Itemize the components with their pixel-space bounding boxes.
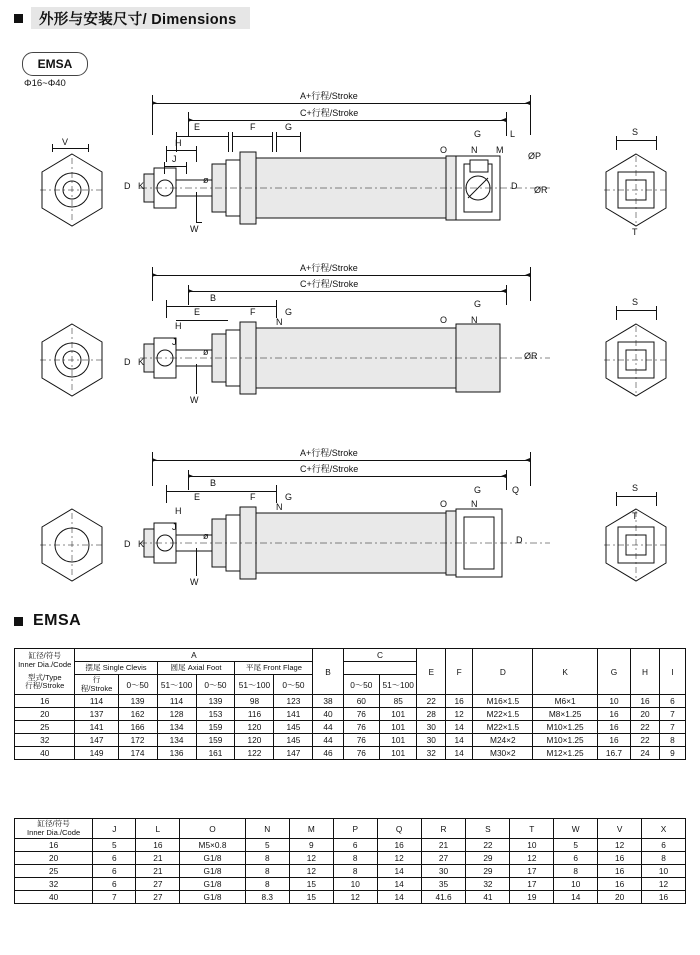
diameter-note: Φ16~Φ40 xyxy=(24,78,66,89)
cell-a-clevis-51-100: 162 xyxy=(118,708,157,721)
cell-a-flange-51-100: 145 xyxy=(274,734,313,747)
dimensions-table-2-head xyxy=(15,819,686,839)
th-C: C xyxy=(343,649,417,662)
th2-col-r: R xyxy=(421,819,466,839)
th2-col-x: X xyxy=(642,819,686,839)
cell-w: 10 xyxy=(554,878,598,891)
label-J-3: J xyxy=(172,522,177,532)
cell-x: 16 xyxy=(642,891,686,904)
th2-col-q: Q xyxy=(377,819,421,839)
th-range-4: 51～100 xyxy=(235,675,274,695)
cell-c-0-50: 60 xyxy=(343,695,379,708)
cell-a-clevis-51-100: 172 xyxy=(118,734,157,747)
label-D-1b: D xyxy=(511,181,518,191)
cell-a-flange-0-50: 120 xyxy=(235,721,274,734)
cell-b: 44 xyxy=(313,734,343,747)
cell-r: 30 xyxy=(421,865,466,878)
cell-v: 20 xyxy=(598,891,642,904)
th-bore-code-cn: 缸径/符号 xyxy=(28,651,61,661)
model-pill: EMSA xyxy=(22,52,88,76)
cell-r: 21 xyxy=(421,839,466,852)
cell-a-clevis-51-100: 166 xyxy=(118,721,157,734)
label-D-3b: D xyxy=(516,535,523,545)
cell-c-51-100: 101 xyxy=(380,708,417,721)
label-S-1: S xyxy=(632,127,639,137)
hex-view-3 xyxy=(36,505,108,585)
label-N-1: N xyxy=(471,145,478,155)
label-OR-1: ØR xyxy=(534,185,548,195)
label-S-3: S xyxy=(632,483,639,493)
cell-a-clevis-0-50: 141 xyxy=(75,721,118,734)
cell-f: 14 xyxy=(446,747,473,760)
label-OR-2: ØR xyxy=(524,351,538,361)
label-G-3: G xyxy=(285,492,293,502)
page-title: 外形与安装尺寸/ Dimensions xyxy=(31,7,250,29)
cell-q: 12 xyxy=(377,852,421,865)
label-W-2: W xyxy=(190,395,199,405)
th2-col-m: M xyxy=(289,819,333,839)
cell-o: G1/8 xyxy=(180,891,245,904)
cell-s: 41 xyxy=(466,891,510,904)
th-range-2: 51～100 xyxy=(157,675,196,695)
cell-c-0-50: 76 xyxy=(343,747,379,760)
label-M-1: M xyxy=(496,145,504,155)
cell-s: 29 xyxy=(466,852,510,865)
cell-bore: 25 xyxy=(15,721,75,734)
dim-stroke-a-2: A+行程/Stroke xyxy=(300,263,358,273)
cell-j: 6 xyxy=(93,878,136,891)
th-H: H xyxy=(631,649,660,695)
label-X-1: ø xyxy=(203,175,209,185)
label-N-3: N xyxy=(276,502,283,512)
cell-a-foot-51-100: 161 xyxy=(196,747,235,760)
dim-stroke-a-1: A+行程/Stroke xyxy=(300,91,358,101)
table-row xyxy=(15,839,686,852)
cell-d: M22×1.5 xyxy=(473,721,533,734)
th-type: 型式/Type xyxy=(27,672,62,682)
label-N-2b: N xyxy=(471,315,478,325)
label-OP-1: ØP xyxy=(528,151,542,161)
cell-e: 30 xyxy=(417,721,446,734)
cell-x: 12 xyxy=(642,878,686,891)
cell-b: 40 xyxy=(313,708,343,721)
cell-c-51-100: 101 xyxy=(380,734,417,747)
cell-h: 22 xyxy=(631,721,660,734)
th-K: K xyxy=(533,649,597,695)
label-H-2: H xyxy=(175,321,182,331)
cell-p: 8 xyxy=(333,865,377,878)
cell-q: 14 xyxy=(377,865,421,878)
th-B: B xyxy=(313,649,343,695)
label-G-2: G xyxy=(285,307,293,317)
label-K-1: K xyxy=(138,181,145,191)
label-O-1: O xyxy=(440,145,448,155)
cell-f: 14 xyxy=(446,734,473,747)
cell-q: 14 xyxy=(377,891,421,904)
label-B-2: B xyxy=(210,293,217,303)
label-D-3: D xyxy=(124,539,131,549)
cell-t: 10 xyxy=(510,839,554,852)
cell-k: M8×1.25 xyxy=(533,708,597,721)
label-V: V xyxy=(62,137,69,147)
cell-f: 16 xyxy=(446,695,473,708)
label-G-1b: G xyxy=(474,129,482,139)
cell-g: 16.7 xyxy=(597,747,630,760)
cell-w: 6 xyxy=(554,852,598,865)
label-Q-3: Q xyxy=(512,485,520,495)
table-row xyxy=(15,734,686,747)
cell-n: 8 xyxy=(245,865,289,878)
cell-b: 46 xyxy=(313,747,343,760)
th-bore-code xyxy=(15,649,75,695)
cell-bore: 20 xyxy=(15,708,75,721)
cell-x: 6 xyxy=(642,839,686,852)
cell-m: 15 xyxy=(289,878,333,891)
th-stroke: 行程/Stroke xyxy=(25,681,65,691)
label-T-3: T xyxy=(632,511,638,521)
cell-l: 21 xyxy=(136,865,180,878)
cell-a-foot-51-100: 139 xyxy=(196,695,235,708)
cell-a-foot-51-100: 159 xyxy=(196,734,235,747)
cell-m: 9 xyxy=(289,839,333,852)
th2-bore-code xyxy=(15,819,93,839)
cell-h: 20 xyxy=(631,708,660,721)
label-G-2b: G xyxy=(474,299,482,309)
th-c-range-1: 0～50 xyxy=(343,675,379,695)
table-row xyxy=(15,649,686,662)
table-row xyxy=(15,852,686,865)
label-W-1: W xyxy=(190,224,199,234)
label-J-2: J xyxy=(172,337,177,347)
cell-o: G1/8 xyxy=(180,878,245,891)
cell-l: 27 xyxy=(136,878,180,891)
cell-bore: 16 xyxy=(15,839,93,852)
cell-a-foot-51-100: 153 xyxy=(196,708,235,721)
cell-e: 22 xyxy=(417,695,446,708)
cell-t: 12 xyxy=(510,852,554,865)
cell-k: M6×1 xyxy=(533,695,597,708)
cell-o: M5×0.8 xyxy=(180,839,245,852)
section2-title: EMSA xyxy=(33,612,82,629)
cell-d: M24×2 xyxy=(473,734,533,747)
table-row xyxy=(15,747,686,760)
cell-h: 16 xyxy=(631,695,660,708)
cell-a-clevis-0-50: 114 xyxy=(75,695,118,708)
label-E-2: E xyxy=(194,307,201,317)
label-D-2: D xyxy=(124,357,131,367)
cell-a-flange-0-50: 98 xyxy=(235,695,274,708)
cell-w: 5 xyxy=(554,839,598,852)
th2-col-s: S xyxy=(466,819,510,839)
cell-m: 12 xyxy=(289,865,333,878)
cell-a-foot-0-50: 134 xyxy=(157,734,196,747)
dim-stroke-a-3: A+行程/Stroke xyxy=(300,448,358,458)
dimensions-table-2-body xyxy=(15,839,686,904)
cell-d: M22×1.5 xyxy=(473,708,533,721)
table-row xyxy=(15,708,686,721)
cell-c-51-100: 101 xyxy=(380,721,417,734)
cell-s: 29 xyxy=(466,865,510,878)
cell-p: 12 xyxy=(333,891,377,904)
hex-view-1 xyxy=(36,150,108,230)
cell-bore: 32 xyxy=(15,878,93,891)
table-row xyxy=(15,878,686,891)
th2-col-v: V xyxy=(598,819,642,839)
dim-stroke-c-1: C+行程/Stroke xyxy=(300,108,359,118)
cell-l: 16 xyxy=(136,839,180,852)
bullet-square-icon-2 xyxy=(14,617,23,626)
label-N-2: N xyxy=(276,317,283,327)
hex-view-2 xyxy=(36,320,108,400)
label-F-3: F xyxy=(250,492,256,502)
cell-l: 27 xyxy=(136,891,180,904)
th2-col-t: T xyxy=(510,819,554,839)
cell-d: M16×1.5 xyxy=(473,695,533,708)
cell-i: 8 xyxy=(659,734,685,747)
cell-a-flange-51-100: 147 xyxy=(274,747,313,760)
cell-v: 16 xyxy=(598,865,642,878)
cell-p: 8 xyxy=(333,852,377,865)
label-J-1: J xyxy=(172,154,177,164)
th-G: G xyxy=(597,649,630,695)
cell-a-foot-51-100: 159 xyxy=(196,721,235,734)
label-B-3: B xyxy=(210,478,217,488)
cell-w: 8 xyxy=(554,865,598,878)
cell-h: 24 xyxy=(631,747,660,760)
label-O-3: O xyxy=(440,499,448,509)
label-T-1: T xyxy=(632,227,638,237)
cell-a-flange-51-100: 145 xyxy=(274,721,313,734)
cell-b: 38 xyxy=(313,695,343,708)
cell-r: 35 xyxy=(421,878,466,891)
cell-i: 7 xyxy=(659,721,685,734)
cell-h: 22 xyxy=(631,734,660,747)
cell-i: 6 xyxy=(659,695,685,708)
th-bore-code-en: Inner Dia./Code xyxy=(18,660,72,669)
label-S-2: S xyxy=(632,297,639,307)
cell-a-flange-51-100: 141 xyxy=(274,708,313,721)
th-C-empty xyxy=(343,662,417,675)
label-dia-3: ø xyxy=(203,531,209,541)
label-H-1: H xyxy=(175,138,182,148)
bullet-square-icon xyxy=(14,14,23,23)
cell-v: 12 xyxy=(598,839,642,852)
th2-col-p: P xyxy=(333,819,377,839)
cell-a-clevis-51-100: 174 xyxy=(118,747,157,760)
table-row xyxy=(15,721,686,734)
cell-bore: 32 xyxy=(15,734,75,747)
label-O-2: O xyxy=(440,315,448,325)
cell-c-0-50: 76 xyxy=(343,708,379,721)
cell-j: 7 xyxy=(93,891,136,904)
cylinder-body-2 xyxy=(140,300,560,420)
cell-t: 19 xyxy=(510,891,554,904)
label-K-3: K xyxy=(138,539,145,549)
cell-a-flange-0-50: 116 xyxy=(235,708,274,721)
cell-t: 17 xyxy=(510,865,554,878)
cell-i: 7 xyxy=(659,708,685,721)
th2-col-l: L xyxy=(136,819,180,839)
cell-n: 5 xyxy=(245,839,289,852)
cell-c-0-50: 76 xyxy=(343,734,379,747)
cell-e: 30 xyxy=(417,734,446,747)
th-range-1: 0～50 xyxy=(118,675,157,695)
cell-f: 12 xyxy=(446,708,473,721)
cell-b: 44 xyxy=(313,721,343,734)
cell-c-51-100: 85 xyxy=(380,695,417,708)
cell-k: M12×1.25 xyxy=(533,747,597,760)
cell-n: 8.3 xyxy=(245,891,289,904)
th-c-range-2: 51～100 xyxy=(380,675,417,695)
cell-c-0-50: 76 xyxy=(343,721,379,734)
th-stroke-label: 行程/Stroke xyxy=(75,675,118,695)
cell-p: 10 xyxy=(333,878,377,891)
cell-m: 15 xyxy=(289,891,333,904)
cell-k: M10×1.25 xyxy=(533,721,597,734)
label-E-3: E xyxy=(194,492,201,502)
dimensions-table-1-body xyxy=(15,695,686,760)
cell-o: G1/8 xyxy=(180,852,245,865)
label-L-1: L xyxy=(510,129,516,139)
th-range-5: 0～50 xyxy=(274,675,313,695)
th-A-clevis: 摆尾 Single Clevis xyxy=(75,662,157,675)
th-A-foot: 圆尾 Axial Foot xyxy=(157,662,235,675)
cell-a-clevis-51-100: 139 xyxy=(118,695,157,708)
cell-c-51-100: 101 xyxy=(380,747,417,760)
cell-m: 12 xyxy=(289,852,333,865)
th-I: I xyxy=(659,649,685,695)
cell-a-flange-0-50: 122 xyxy=(235,747,274,760)
cell-d: M30×2 xyxy=(473,747,533,760)
cell-a-clevis-0-50: 147 xyxy=(75,734,118,747)
label-G-1: G xyxy=(285,122,293,132)
table-row xyxy=(15,695,686,708)
cell-a-foot-0-50: 134 xyxy=(157,721,196,734)
cell-a-flange-51-100: 123 xyxy=(274,695,313,708)
cell-j: 6 xyxy=(93,852,136,865)
label-E-1: E xyxy=(194,122,201,132)
label-G-3b: G xyxy=(474,485,482,495)
cell-bore: 16 xyxy=(15,695,75,708)
label-H-3: H xyxy=(175,506,182,516)
label-dia-2: ø xyxy=(203,347,209,357)
cylinder-body-3 xyxy=(140,485,560,605)
table-row xyxy=(15,865,686,878)
label-F-1: F xyxy=(250,122,256,132)
cell-g: 10 xyxy=(597,695,630,708)
cell-t: 17 xyxy=(510,878,554,891)
cell-o: G1/8 xyxy=(180,865,245,878)
cell-bore: 25 xyxy=(15,865,93,878)
dim-stroke-c-3: C+行程/Stroke xyxy=(300,464,359,474)
section2-header xyxy=(14,612,81,630)
cell-s: 32 xyxy=(466,878,510,891)
cell-bore: 40 xyxy=(15,891,93,904)
table-row xyxy=(15,891,686,904)
cell-a-clevis-0-50: 149 xyxy=(75,747,118,760)
label-K-2: K xyxy=(138,357,145,367)
cell-g: 16 xyxy=(597,734,630,747)
cell-q: 14 xyxy=(377,878,421,891)
th2-col-o: O xyxy=(180,819,245,839)
cell-x: 8 xyxy=(642,852,686,865)
cell-s: 22 xyxy=(466,839,510,852)
label-F-2: F xyxy=(250,307,256,317)
cell-a-foot-0-50: 114 xyxy=(157,695,196,708)
label-D-1: D xyxy=(124,181,131,191)
th2-col-w: W xyxy=(554,819,598,839)
cell-g: 16 xyxy=(597,708,630,721)
dim-stroke-c-2: C+行程/Stroke xyxy=(300,279,359,289)
head-view-2 xyxy=(598,320,674,400)
th-A-flange: 平尾 Front Flage xyxy=(235,662,313,675)
th-A: A xyxy=(75,649,313,662)
cell-a-foot-0-50: 136 xyxy=(157,747,196,760)
cell-e: 32 xyxy=(417,747,446,760)
cell-a-clevis-0-50: 137 xyxy=(75,708,118,721)
cell-p: 6 xyxy=(333,839,377,852)
cell-n: 8 xyxy=(245,878,289,891)
th2-bore-code-en: Inner Dia./Code xyxy=(27,827,81,837)
cell-g: 16 xyxy=(597,721,630,734)
head-view-1 xyxy=(598,150,674,230)
cell-r: 41.6 xyxy=(421,891,466,904)
th-F: F xyxy=(446,649,473,695)
cell-bore: 20 xyxy=(15,852,93,865)
table-row xyxy=(15,819,686,839)
cell-a-flange-0-50: 120 xyxy=(235,734,274,747)
th-E: E xyxy=(417,649,446,695)
cell-k: M10×1.25 xyxy=(533,734,597,747)
th2-col-n: N xyxy=(245,819,289,839)
cell-n: 8 xyxy=(245,852,289,865)
dimensions-table-1 xyxy=(14,648,686,760)
th2-bore-code-cn: 缸径/符号 xyxy=(37,819,70,828)
cell-q: 16 xyxy=(377,839,421,852)
cell-w: 14 xyxy=(554,891,598,904)
cell-l: 21 xyxy=(136,852,180,865)
label-W-3: W xyxy=(190,577,199,587)
th-D: D xyxy=(473,649,533,695)
cell-x: 10 xyxy=(642,865,686,878)
cell-v: 16 xyxy=(598,852,642,865)
th-range-3: 0～50 xyxy=(196,675,235,695)
cell-f: 14 xyxy=(446,721,473,734)
label-N-3b: N xyxy=(471,499,478,509)
cell-i: 9 xyxy=(659,747,685,760)
th2-col-j: J xyxy=(93,819,136,839)
cell-a-foot-0-50: 128 xyxy=(157,708,196,721)
cell-bore: 40 xyxy=(15,747,75,760)
cell-e: 28 xyxy=(417,708,446,721)
section-header xyxy=(14,6,314,30)
cell-r: 27 xyxy=(421,852,466,865)
cell-v: 16 xyxy=(598,878,642,891)
dimensions-table-2 xyxy=(14,818,686,904)
cell-j: 5 xyxy=(93,839,136,852)
cell-j: 6 xyxy=(93,865,136,878)
